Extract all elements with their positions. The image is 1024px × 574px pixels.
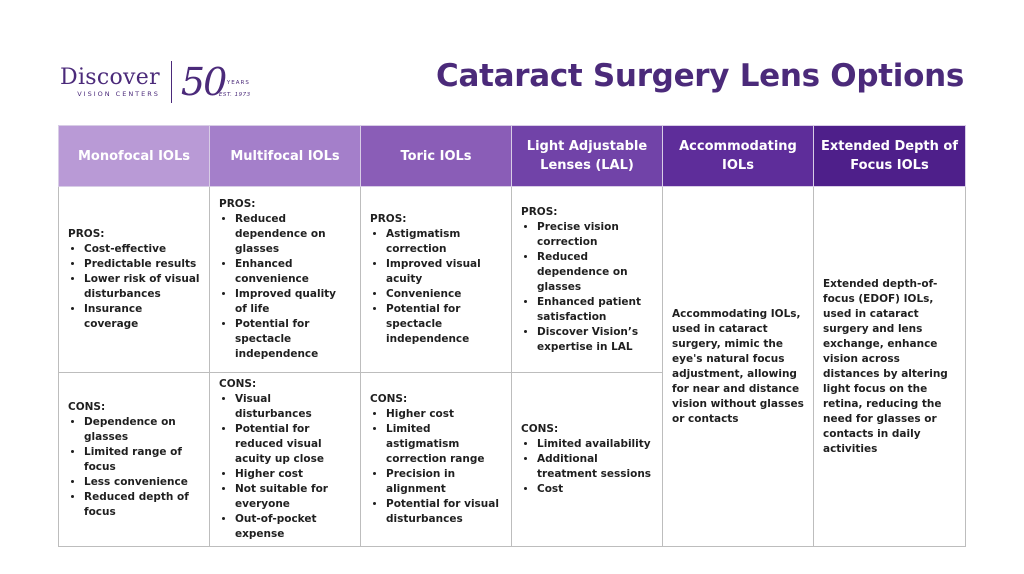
- list-item: • Reduced dependence on glasses: [235, 212, 351, 257]
- list-item: • Visual disturbances: [235, 392, 351, 422]
- edof-description: Extended depth-of-focus (EDOF) IOLs, used in cataract surgery and lens exchange, enhance vision across distances by altering light focus on the retina, reducing the need for glasses or contacts in daily activities: [814, 187, 966, 547]
- list-item: • Limited astigmatism correction range: [386, 422, 502, 467]
- list-item: • Potential for reduced visual acuity up close: [235, 422, 351, 467]
- list-item: • Lower risk of visual disturbances: [84, 272, 200, 302]
- cons-cell: [361, 373, 512, 547]
- accommodating-description: Accommodating IOLs, used in cataract surgery, mimic the eye's natural focus adjustment, allowing for near and distance vision without glasses or contacts: [663, 187, 814, 547]
- header-lal: Light Adjustable Lenses (LAL): [512, 126, 663, 187]
- anniversary-badge: [181, 60, 261, 104]
- list-item: • Additional treatment sessions: [537, 452, 653, 482]
- list-item: • Cost-effective: [84, 242, 200, 257]
- cons-label: CONS:: [219, 378, 257, 390]
- cons-list: [68, 415, 200, 520]
- anniversary-number: 50: [180, 60, 226, 104]
- cons-cell: [512, 373, 663, 547]
- discover-vision-logo: [60, 60, 261, 104]
- page-title: Cataract Surgery Lens Options: [436, 58, 964, 94]
- cons-label: CONS:: [521, 423, 559, 435]
- header-edof: Extended Depth of Focus IOLs: [814, 126, 966, 187]
- anniversary-est: EST. 1973: [218, 92, 251, 98]
- pros-label: PROS:: [521, 205, 558, 218]
- list-item: • Higher cost: [386, 407, 502, 422]
- cons-cell: [59, 373, 210, 547]
- list-item: • Convenience: [386, 287, 502, 302]
- cons-label: CONS:: [68, 400, 106, 413]
- logo-wordmark: [60, 64, 160, 98]
- pros-cell: [512, 187, 663, 373]
- header-row: [59, 126, 966, 187]
- list-item: • Reduced depth of focus: [84, 490, 200, 520]
- pros-label: PROS:: [370, 213, 407, 225]
- list-item: • Dependence on glasses: [84, 415, 200, 445]
- list-item: • Limited range of focus: [84, 445, 200, 475]
- list-item: • Out-of-pocket expense: [235, 512, 351, 542]
- list-item: • Precise vision correction: [537, 220, 653, 250]
- pros-cell: [361, 187, 512, 373]
- pros-list: [370, 227, 502, 347]
- header-monofocal: Monofocal IOLs: [59, 126, 210, 187]
- logo-word: Discover: [60, 64, 160, 90]
- list-item: • Discover Vision’s expertise in LAL: [537, 325, 653, 355]
- header-toric: Toric IOLs: [361, 126, 512, 187]
- list-item: • Insurance coverage: [84, 302, 200, 332]
- logo-subtitle: VISION CENTERS: [77, 89, 160, 98]
- list-item: • Potential for spectacle independence: [386, 302, 502, 347]
- list-item: • Less convenience: [84, 475, 200, 490]
- list-item: • Limited availability: [537, 437, 653, 452]
- cons-label: CONS:: [370, 393, 408, 405]
- pros-list: [219, 212, 351, 362]
- list-item: • Predictable results: [84, 257, 200, 272]
- cons-list: [521, 437, 653, 497]
- cons-list: [219, 392, 351, 542]
- list-item: • Potential for visual disturbances: [386, 497, 502, 527]
- header-multifocal: Multifocal IOLs: [210, 126, 361, 187]
- list-item: • Astigmatism correction: [386, 227, 502, 257]
- list-item: • Precision in alignment: [386, 467, 502, 497]
- pros-cell: [59, 187, 210, 373]
- cons-list: [370, 407, 502, 527]
- list-item: • Potential for spectacle independence: [235, 317, 351, 362]
- pros-list: [68, 242, 200, 332]
- list-item: • Cost: [537, 482, 653, 497]
- list-item: • Improved quality of life: [235, 287, 351, 317]
- header-accommodating: Accommodating IOLs: [663, 126, 814, 187]
- anniversary-years: YEARS: [226, 80, 250, 86]
- list-item: • Not suitable for everyone: [235, 482, 351, 512]
- pros-row: [59, 187, 966, 373]
- list-item: • Reduced dependence on glasses: [537, 250, 653, 295]
- pros-cell: [210, 187, 361, 373]
- pros-label: PROS:: [219, 198, 256, 210]
- pros-label: PROS:: [68, 228, 105, 240]
- pros-list: [521, 220, 653, 355]
- lens-options-table: [58, 125, 966, 547]
- list-item: • Higher cost: [235, 467, 351, 482]
- list-item: • Enhanced convenience: [235, 257, 351, 287]
- list-item: • Improved visual acuity: [386, 257, 502, 287]
- logo-divider: [171, 61, 172, 103]
- list-item: • Enhanced patient satisfaction: [537, 295, 653, 325]
- cons-cell: [210, 373, 361, 547]
